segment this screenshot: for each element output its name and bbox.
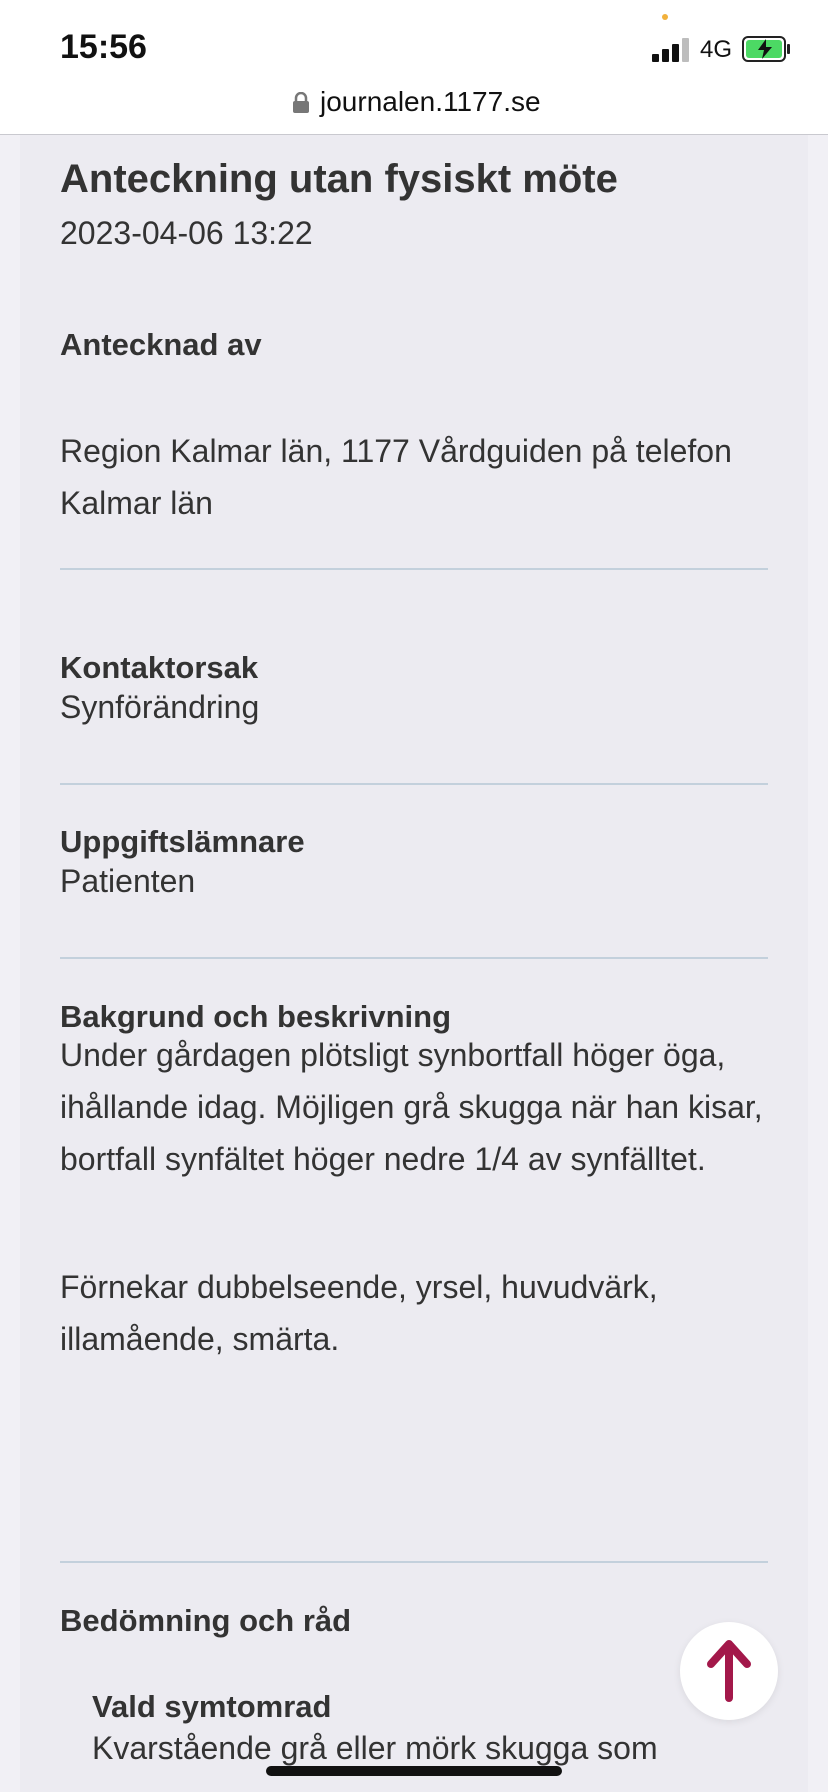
author-label: Antecknad av — [60, 327, 262, 362]
lock-icon — [292, 92, 310, 114]
background-text-2: Förnekar dubbelseende, yrsel, huvudvärk, illamående, smärta. — [60, 1269, 658, 1357]
browser-address-bar[interactable] — [0, 80, 828, 135]
background-label: Bakgrund och beskrivning — [60, 999, 452, 1034]
journal-note-card — [20, 135, 808, 1792]
background-text: Under gårdagen plötsligt synbortfall höger öga, ihållande idag. Möjligen grå skugga när han kisar, bortfall synfältet höger nedre 1/4 av synfälltet. — [60, 1037, 763, 1177]
cellular-signal-icon — [652, 38, 692, 62]
status-bar — [0, 0, 828, 90]
url-text[interactable]: journalen.1177.se — [320, 86, 541, 117]
network-type: 4G — [700, 36, 733, 63]
note-title: Anteckning utan fysiskt möte — [60, 157, 618, 201]
divider — [60, 1561, 768, 1563]
scroll-to-top-button[interactable] — [680, 1622, 778, 1720]
arrow-up-icon — [705, 1638, 753, 1704]
author-value: Region Kalmar län, 1177 Vårdguiden på telefon Kalmar län — [60, 433, 732, 521]
divider — [60, 957, 768, 959]
status-time: 15:56 — [60, 28, 147, 66]
symptom-area-value: Kvarstående grå eller mörk skugga som — [92, 1730, 658, 1766]
symptom-area-label: Vald symtomrad — [92, 1689, 332, 1724]
contact-reason-value: Synförändring — [60, 689, 260, 725]
divider — [60, 568, 768, 570]
informant-value: Patienten — [60, 863, 196, 899]
informant-label: Uppgiftslämnare — [60, 824, 305, 859]
privacy-indicator — [662, 14, 668, 20]
assessment-label: Bedömning och råd — [60, 1603, 352, 1638]
battery-charging-icon — [742, 36, 790, 62]
note-datetime: 2023-04-06 13:22 — [60, 215, 313, 251]
divider — [60, 783, 768, 785]
home-indicator[interactable] — [266, 1766, 562, 1776]
contact-reason-label: Kontaktorsak — [60, 650, 259, 685]
